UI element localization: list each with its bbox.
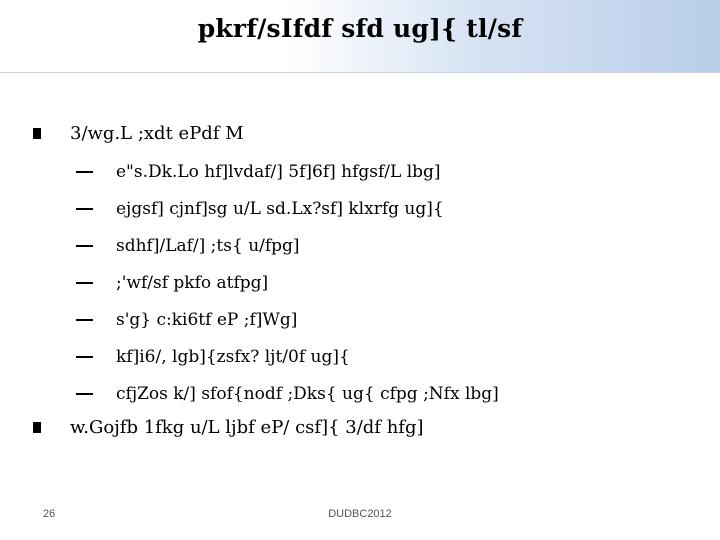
footer-text: DUDBC2012 [328, 508, 392, 520]
dash-bullet-icon [76, 208, 93, 210]
slide-title: pkrf/sIfdf sfd ug]{ tl/sf [197, 14, 523, 43]
sub-bullet-text: cfjZos k/] sfof{nodf ;Dks{ ug{ cfpg ;Nfx lbg] [116, 384, 499, 404]
sub-bullet-text: kf]i6/, lgb]{zsfx? ljt/0f ug]{ [116, 347, 350, 367]
dash-bullet-icon [76, 282, 93, 284]
bullet-text: w.Gojfb 1fkg u/L ljbf eP/ csf]{ 3/df hfg] [70, 417, 424, 438]
bullet-text: 3/wg.L ;xdt ePdf M [70, 123, 244, 144]
slide-number: 26 [43, 508, 56, 520]
sub-bullet-text: s'g} c:ki6tf eP ;f]Wg] [116, 310, 298, 330]
square-bullet-icon [33, 128, 41, 139]
dash-bullet-icon [76, 319, 93, 321]
sub-bullet-text: sdhf]/Laf/] ;ts{ u/fpg] [116, 236, 300, 256]
dash-bullet-icon [76, 171, 93, 173]
sub-bullet-text: e"s.Dk.Lo hf]lvdaf/] 5f]6f] hfgsf/L lbg] [116, 162, 441, 182]
dash-bullet-icon [76, 245, 93, 247]
sub-bullet-text: ejgsf] cjnf]sg u/L sd.Lx?sf] klxrfg ug]{ [116, 199, 444, 219]
square-bullet-icon [33, 422, 41, 433]
dash-bullet-icon [76, 356, 93, 358]
sub-bullet-text: ;'wf/sf pkfo atfpg] [116, 273, 269, 293]
dash-bullet-icon [76, 393, 93, 395]
